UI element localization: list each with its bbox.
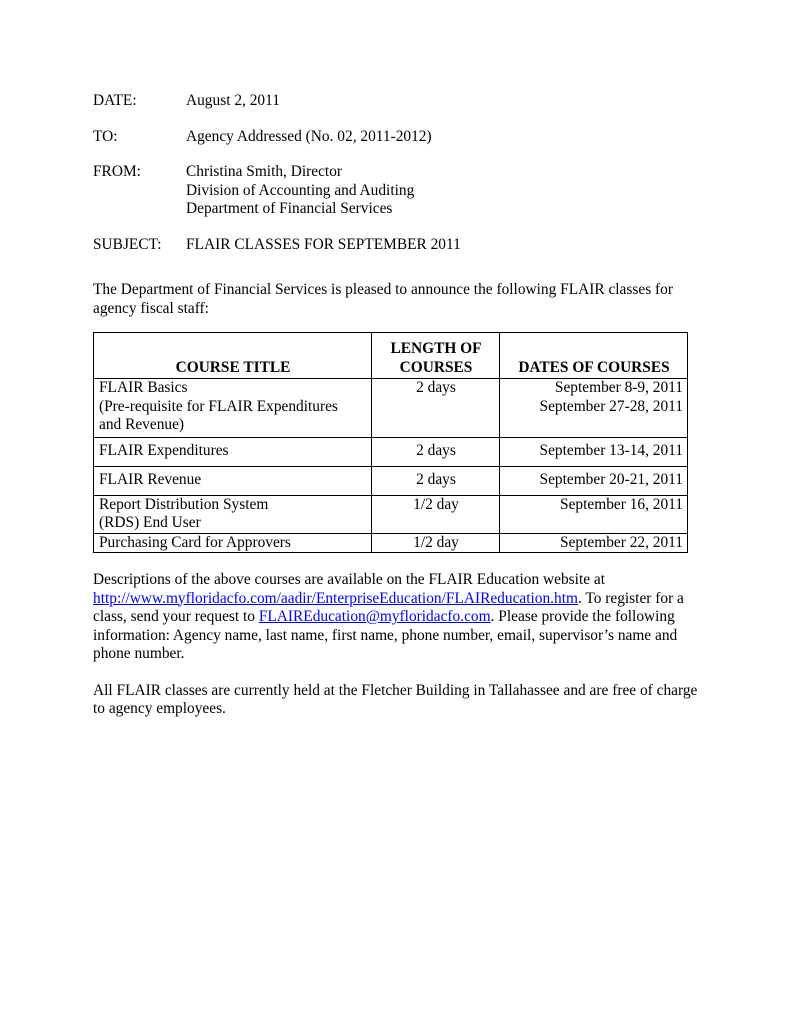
course-length-cell: 2 days bbox=[372, 466, 500, 495]
to-row bbox=[93, 128, 703, 147]
table-row bbox=[94, 495, 688, 533]
course-title-line: FLAIR Basics bbox=[99, 379, 188, 396]
description-text-1: Descriptions of the above courses are available on the FLAIR Education website at bbox=[93, 571, 606, 588]
intro-paragraph: The Department of Financial Services is pleased to announce the following FLAIR classes for agency fiscal staff: bbox=[93, 281, 673, 317]
education-website-link[interactable]: http://www.myfloridacfo.com/aadir/EnterpriseEducation/FLAIReducation.htm bbox=[93, 589, 578, 607]
registration-email-link[interactable]: FLAIREducation@myfloridacfo.com bbox=[258, 608, 491, 625]
course-dates-cell: September 20-21, 2011 bbox=[500, 466, 688, 495]
closing-paragraph: All FLAIR classes are currently held at the Fletcher Building in Tallahassee and are free of charge to agency employees. bbox=[93, 681, 698, 717]
course-dates-cell: September 13-14, 2011 bbox=[500, 437, 688, 466]
description-text-3: . Please provide the following information: Agency name, last name, first name, phone number, email, supervisor’s name and phone number. bbox=[93, 608, 678, 662]
course-date-line: September 27-28, 2011 bbox=[539, 397, 683, 415]
course-title-cell bbox=[94, 495, 372, 533]
table-row bbox=[94, 533, 688, 553]
course-title-cell: FLAIR Expenditures bbox=[94, 437, 372, 466]
course-title-cell bbox=[94, 379, 372, 438]
table-header-row bbox=[94, 333, 688, 379]
from-line-department: Department of Financial Services bbox=[186, 200, 393, 217]
course-title-line: (RDS) End User bbox=[99, 514, 201, 531]
description-text-2: . To register for a class, send your request to bbox=[93, 589, 684, 625]
subject-row bbox=[93, 236, 703, 255]
course-title-line: and Revenue) bbox=[99, 416, 185, 433]
header-length-line2: COURSES bbox=[399, 358, 473, 376]
header-dates: DATES OF COURSES bbox=[500, 333, 688, 379]
course-dates-cell: September 16, 2011 bbox=[500, 495, 688, 533]
course-length-cell: 2 days bbox=[372, 379, 500, 438]
from-label: FROM: bbox=[93, 163, 141, 180]
course-length-cell: 1/2 day bbox=[372, 495, 500, 533]
course-length-cell: 1/2 day bbox=[372, 533, 500, 553]
subject-value: FLAIR CLASSES FOR SEPTEMBER 2011 bbox=[186, 235, 461, 253]
header-length-line1: LENGTH OF bbox=[390, 340, 482, 357]
course-date-line: September 8-9, 2011 bbox=[554, 379, 683, 396]
header-length bbox=[372, 333, 500, 379]
subject-label: SUBJECT: bbox=[93, 235, 162, 253]
date-label: DATE: bbox=[93, 92, 137, 109]
courses-table bbox=[93, 332, 688, 553]
course-dates-cell: September 22, 2011 bbox=[500, 533, 688, 553]
course-title-cell: FLAIR Revenue bbox=[94, 466, 372, 495]
description-paragraph bbox=[93, 571, 703, 664]
header-course-title: COURSE TITLE bbox=[94, 333, 372, 379]
course-length-cell: 2 days bbox=[372, 437, 500, 466]
table-row bbox=[94, 437, 688, 466]
course-dates-cell bbox=[500, 379, 688, 438]
course-title-line: Report Distribution System bbox=[99, 495, 269, 513]
to-value: Agency Addressed (No. 02, 2011-2012) bbox=[186, 127, 432, 145]
table-row bbox=[94, 466, 688, 495]
from-row bbox=[93, 163, 703, 219]
to-label: TO: bbox=[93, 127, 118, 145]
memo-page bbox=[93, 92, 703, 719]
table-row bbox=[94, 379, 688, 438]
course-title-cell: Purchasing Card for Approvers bbox=[94, 533, 372, 553]
from-value bbox=[186, 163, 703, 219]
course-title-line: (Pre-requisite for FLAIR Expenditures bbox=[99, 397, 338, 415]
from-line-name: Christina Smith, Director bbox=[186, 163, 343, 180]
date-value: August 2, 2011 bbox=[186, 92, 280, 109]
date-row bbox=[93, 92, 703, 111]
from-line-division: Division of Accounting and Auditing bbox=[186, 181, 415, 199]
